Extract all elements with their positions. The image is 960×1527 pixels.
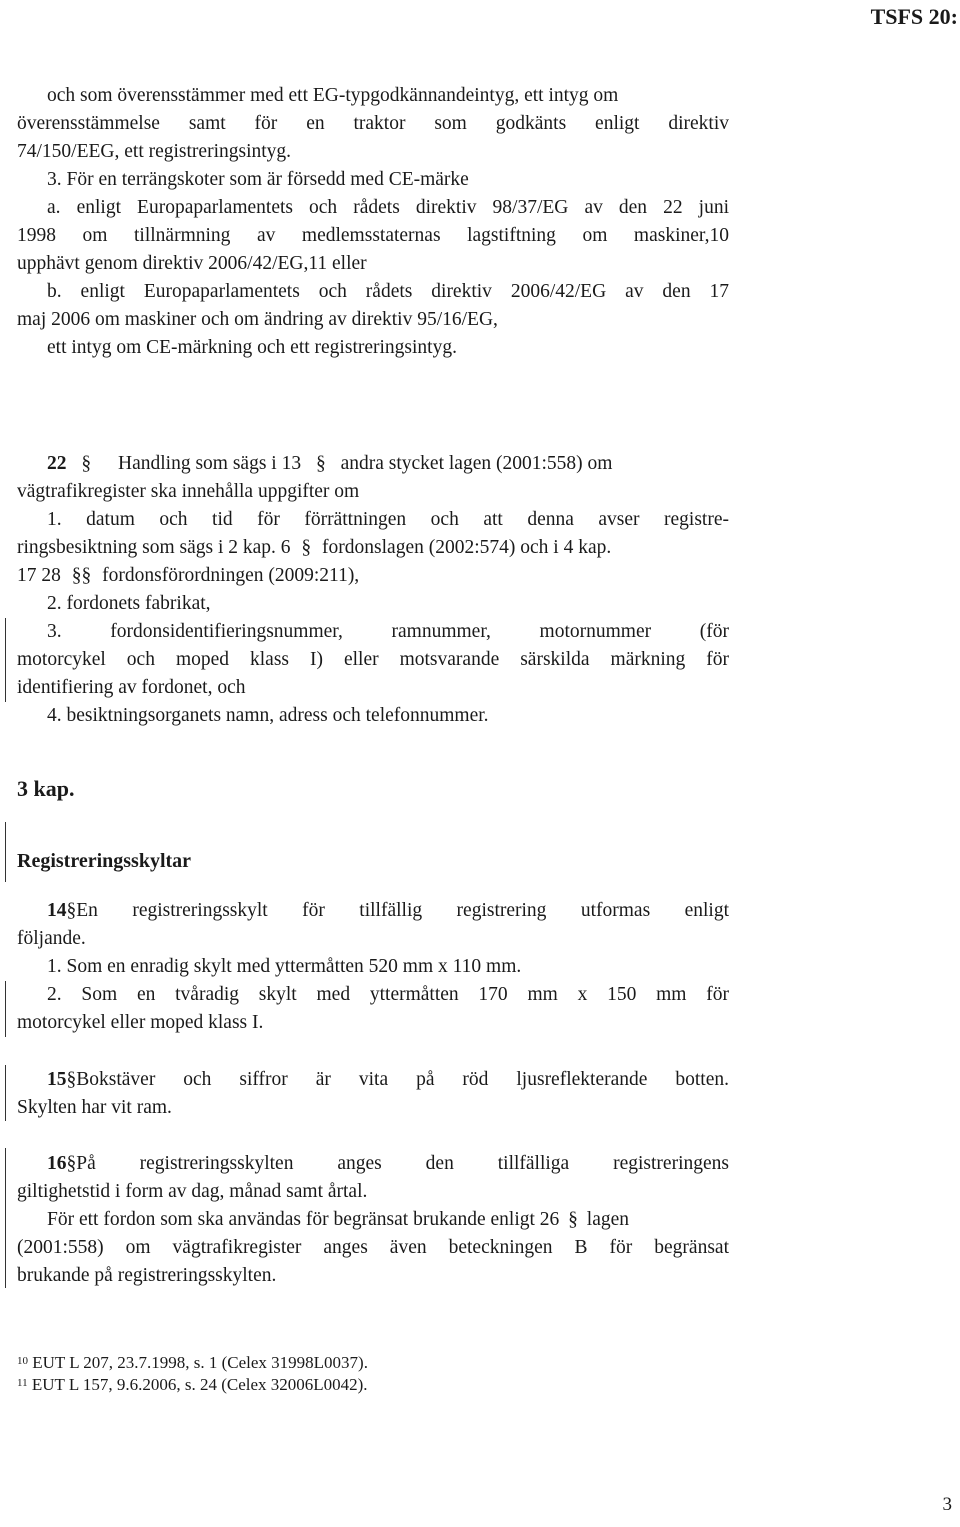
text-span: andra stycket lagen (2001:558) om	[340, 453, 613, 474]
text-span: En registreringsskylt för tillfällig registrering utformas enligt	[76, 900, 729, 921]
section-sign: §	[81, 565, 92, 586]
footnote-mark: 11	[17, 1377, 28, 1389]
text-line: b. enligt Europaparlamentets och rådets direktiv 2006/42/EG av den 17	[47, 281, 729, 302]
text-line: 2. fordonets fabrikat,	[47, 593, 211, 614]
text-span: fordonsförordningen (2009:211),	[102, 565, 360, 586]
running-header: TSFS 20:	[870, 4, 958, 29]
section-heading: Registreringsskyltar	[17, 850, 192, 872]
text-line	[47, 1206, 729, 1234]
text-line	[17, 562, 729, 590]
text-line: a. enligt Europaparlamentets och rådets direktiv 98/37/EG av den 22 juni	[47, 197, 729, 218]
change-bar	[5, 1148, 6, 1288]
text-span: fordonslagen (2002:574) och i 4 kap.	[322, 537, 612, 558]
text-span: För ett fordon som ska användas för begränsat brukande enligt 26	[47, 1209, 560, 1230]
text-line: motorcykel eller moped klass I.	[17, 1012, 264, 1033]
footnote	[17, 1374, 368, 1396]
text-line: 3. För en terrängskoter som är försedd med CE-märke	[47, 169, 469, 190]
text-line: följande.	[17, 928, 86, 949]
text-span: lagen	[586, 1209, 630, 1230]
section-sign: §	[66, 1069, 77, 1090]
section-number: 22	[47, 453, 67, 474]
section-16-line	[47, 1150, 729, 1178]
section-sign: §	[66, 900, 77, 921]
text-line: 4. besiktningsorganets namn, adress och telefonnummer.	[47, 705, 489, 726]
footnote	[17, 1352, 368, 1374]
text-line: identifiering av fordonet, och	[17, 677, 246, 698]
text-line: giltighetstid i form av dag, månad samt årtal.	[17, 1181, 368, 1202]
change-bar	[5, 981, 6, 1037]
change-bar	[5, 1065, 6, 1121]
section-sign: §	[81, 453, 92, 474]
footnote-mark: 10	[17, 1355, 28, 1367]
text-line: 74/150/EEG, ett registreringsintyg.	[17, 141, 292, 162]
text-span: Bokstäver och siffror är vita på röd ljusreflekterande botten.	[76, 1069, 729, 1090]
text-line: 1. datum och tid för förrättningen och att denna avser registre-	[47, 509, 729, 530]
section-15-line	[47, 1066, 729, 1094]
text-line: överensstämmelse samt för en traktor som godkänts enligt direktiv	[17, 113, 729, 134]
text-span: På registreringsskylten anges den tillfälliga registreringens	[76, 1153, 729, 1174]
footnote-text: EUT L 207, 23.7.1998, s. 1 (Celex 31998L0037).	[32, 1353, 368, 1372]
footnote-text: EUT L 157, 9.6.2006, s. 24 (Celex 32006L0042).	[31, 1375, 368, 1394]
section-number: 16	[47, 1153, 67, 1174]
text-line: vägtrafikregister ska innehålla uppgifter om	[17, 481, 360, 502]
text-span: Handling som sägs i 13	[118, 453, 302, 474]
section-14-line	[47, 897, 729, 925]
chapter-title: 3 kap.	[17, 776, 75, 801]
text-line: (2001:558) om vägtrafikregister anges även beteckningen B för begränsat	[17, 1237, 729, 1258]
section-sign: §	[315, 453, 326, 474]
text-line: brukande på registreringsskylten.	[17, 1265, 277, 1286]
text-line: Skylten har vit ram.	[17, 1097, 172, 1118]
section-sign: §	[71, 565, 82, 586]
change-bar	[5, 618, 6, 702]
text-line: 1998 om tillnärmning av medlemsstaternas lagstiftning om maskiner,10	[17, 225, 729, 246]
text-line: 1. Som en enradig skylt med yttermåtten 520 mm x 110 mm.	[47, 956, 522, 977]
text-line	[17, 534, 729, 562]
section-number: 14	[47, 900, 67, 921]
text-line: och som överensstämmer med ett EG-typgodkännandeintyg, ett intyg om	[47, 85, 619, 106]
text-line: ett intyg om CE-märkning och ett registreringsintyg.	[47, 337, 457, 358]
section-sign: §	[66, 1153, 77, 1174]
text-line: 2. Som en tvåradig skylt med yttermåtten 170 mm x 150 mm för	[47, 984, 729, 1005]
text-span: ringsbesiktning som sägs i 2 kap. 6	[17, 537, 291, 558]
text-span: 17 28	[17, 565, 61, 586]
text-line: maj 2006 om maskiner och om ändring av direktiv 95/16/EG,	[17, 309, 498, 330]
section-sign: §	[568, 1209, 578, 1230]
change-bar	[5, 822, 6, 882]
text-line: upphävt genom direktiv 2006/42/EG,11 eller	[17, 253, 367, 274]
section-22-line	[47, 450, 729, 478]
section-sign: §	[301, 537, 312, 558]
section-number: 15	[47, 1069, 67, 1090]
text-line: 3. fordonsidentifieringsnummer, ramnummer, motornummer (för	[47, 621, 729, 642]
text-line: motorcykel och moped klass I) eller motsvarande särskilda märkning för	[17, 649, 729, 670]
page-number: 3	[942, 1494, 952, 1515]
